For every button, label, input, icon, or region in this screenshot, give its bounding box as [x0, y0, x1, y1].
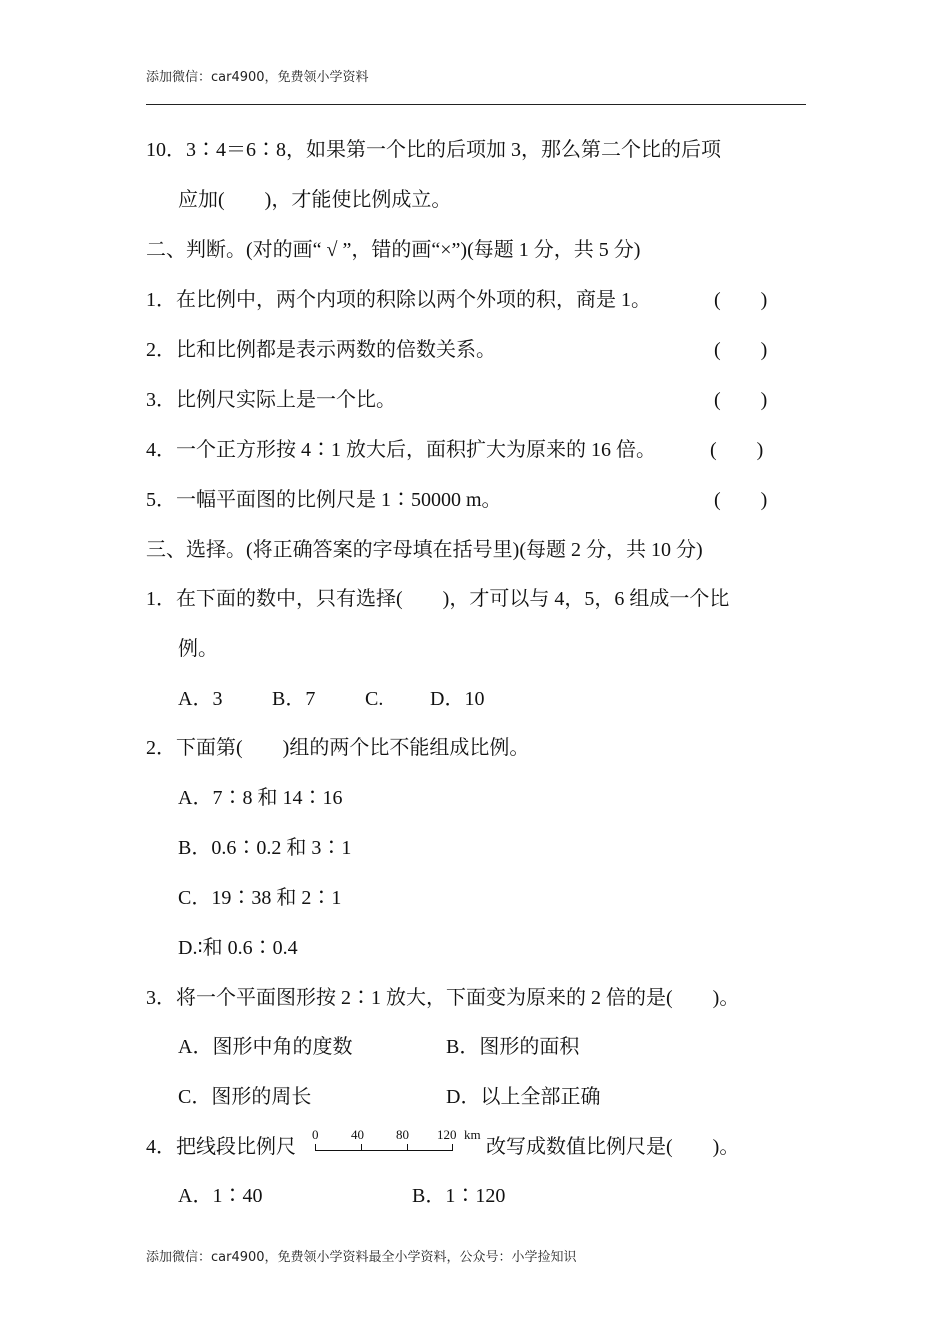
choice-q2-option-d: D.∶和 0.6∶0.4 — [178, 937, 298, 959]
choice-q1-option-b: B．7 — [272, 688, 316, 710]
scale-label-0: 0 — [312, 1127, 319, 1142]
scale-label-unit: km — [464, 1127, 481, 1142]
judge-answer-4: ( ) — [710, 439, 764, 461]
choice-q1-line1: 1．在下面的数中，只有选择( )，才可以与 4，5，6 组成一个比 — [146, 588, 730, 610]
choice-q2-option-b: B．0.6∶0.2 和 3∶1 — [178, 837, 352, 859]
scale-label-40: 40 — [351, 1127, 364, 1142]
choice-q4-stem-before: 4．把线段比例尺 — [146, 1136, 296, 1158]
header-divider — [146, 104, 806, 105]
choice-q1-option-c: C. — [365, 688, 384, 710]
judge-item-4: 4．一个正方形按 4∶1 放大后，面积扩大为原来的 16 倍。 — [146, 439, 656, 461]
section2-title: 二、判断。(对的画“ √ ”，错的画“×”)(每题 1 分，共 5 分) — [146, 239, 641, 261]
choice-q1-option-a: A．3 — [178, 688, 223, 710]
choice-q4-stem-after: 改写成数值比例尺是( )。 — [486, 1136, 740, 1158]
judge-answer-2: ( ) — [714, 339, 768, 361]
choice-q1-option-d: D．10 — [430, 688, 485, 710]
choice-q2-stem: 2．下面第( )组的两个比不能组成比例。 — [146, 737, 530, 759]
page-header: 添加微信：car4900，免费领小学资料 — [146, 70, 369, 85]
scale-line — [315, 1150, 453, 1151]
judge-item-2: 2．比和比例都是表示两数的倍数关系。 — [146, 339, 496, 361]
scale-tick — [407, 1144, 408, 1150]
scale-label-80: 80 — [396, 1127, 409, 1142]
scale-label-120: 120 — [437, 1127, 457, 1142]
choice-q3-stem: 3．将一个平面图形按 2∶1 放大，下面变为原来的 2 倍的是( )。 — [146, 987, 740, 1009]
choice-q2-option-a: A．7∶8 和 14∶16 — [178, 787, 343, 809]
scale-tick — [452, 1144, 453, 1150]
judge-item-5: 5．一幅平面图的比例尺是 1∶50000 m。 — [146, 489, 502, 511]
choice-q2-option-c: C．19∶38 和 2∶1 — [178, 887, 342, 909]
judge-answer-3: ( ) — [714, 389, 768, 411]
scale-tick — [315, 1144, 316, 1150]
choice-q3-option-b: B．图形的面积 — [446, 1036, 580, 1058]
choice-q3-option-c: C．图形的周长 — [178, 1086, 312, 1108]
line-scale-bar — [312, 1128, 487, 1158]
q10-line1: 10．3∶4＝6∶8，如果第一个比的后项加 3，那么第二个比的后项 — [146, 139, 721, 161]
judge-answer-5: ( ) — [714, 489, 768, 511]
q10-line2: 应加( )，才能使比例成立。 — [178, 189, 452, 211]
choice-q4-option-a: A．1∶40 — [178, 1185, 263, 1207]
choice-q1-line2: 例。 — [178, 638, 218, 660]
judge-item-3: 3．比例尺实际上是一个比。 — [146, 389, 396, 411]
page-footer: 添加微信：car4900，免费领小学资料最全小学资料，公众号：小学捡知识 — [146, 1250, 577, 1265]
scale-tick — [361, 1144, 362, 1150]
choice-q3-option-d: D．以上全部正确 — [446, 1086, 601, 1108]
judge-item-1: 1．在比例中，两个内项的积除以两个外项的积，商是 1。 — [146, 289, 651, 311]
section3-title: 三、选择。(将正确答案的字母填在括号里)(每题 2 分，共 10 分) — [146, 539, 703, 561]
choice-q4-option-b: B．1∶120 — [412, 1185, 506, 1207]
judge-answer-1: ( ) — [714, 289, 768, 311]
choice-q3-option-a: A．图形中角的度数 — [178, 1036, 353, 1058]
